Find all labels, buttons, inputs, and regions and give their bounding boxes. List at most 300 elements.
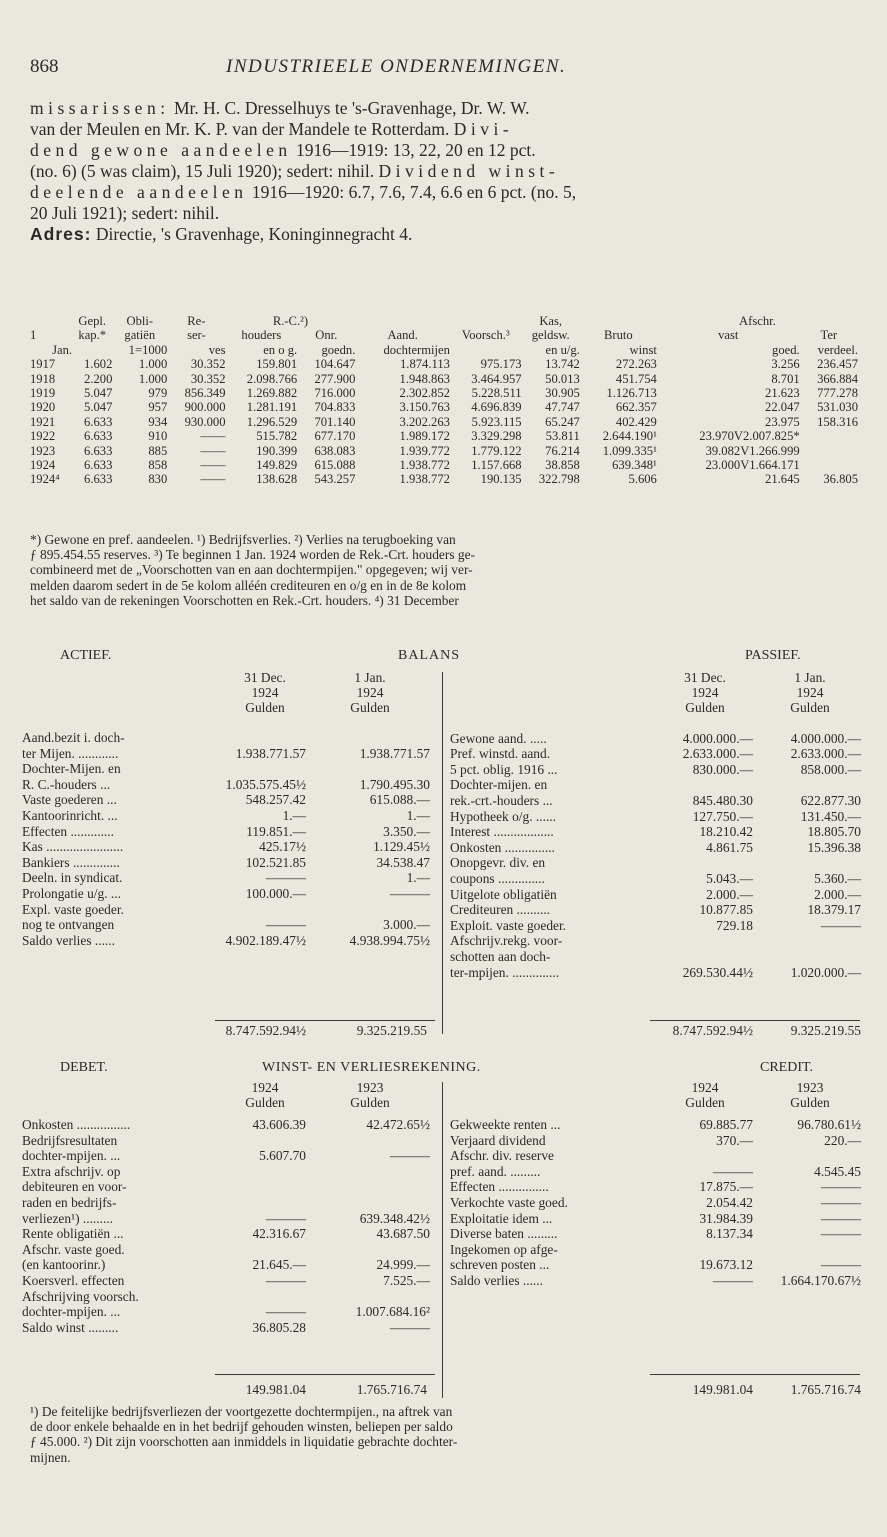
ledger-row [22, 1164, 434, 1180]
table-cell: 615.088 [314, 458, 356, 473]
ledger-label: Afschr. div. reserve [450, 1148, 554, 1164]
table-cell: 1.779.122 [471, 443, 522, 458]
ledger-row [450, 1242, 865, 1258]
total-rule [650, 1020, 860, 1021]
table-head-cell: ser- [187, 328, 206, 343]
ledger-value: 42.472.65½ [366, 1117, 430, 1132]
ledger-label: Ingekomen op afge- [450, 1241, 558, 1257]
table-cell: 30.352 [190, 371, 226, 386]
ledger-value: 1.035.575.45½ [225, 776, 306, 792]
ledger-value: ——— [820, 1194, 861, 1210]
table-head-cell: goed. [772, 342, 800, 357]
ledger-row [22, 761, 434, 777]
ledger-label: pref. aand. ......... [450, 1163, 541, 1179]
intro-line: 20 Juli 1921); sedert: nihil. [30, 203, 220, 223]
ledger-row [450, 887, 865, 903]
ledger-label: Deeln. in syndicat. [22, 870, 123, 886]
ledger-value: 7.525.— [383, 1272, 430, 1288]
ledger-value: 8.137.34 [706, 1226, 753, 1242]
intro-line: deelende aandeelen 1916—1920: 6.7, 7.6, 7.4, 6.6 en 6 pct. (no. 5, [30, 182, 577, 202]
table-head-cell: goedn. [321, 342, 356, 357]
table-cell: 22.047 [765, 400, 800, 415]
table-cell: 47.747 [545, 400, 580, 415]
ledger-value: ——— [265, 870, 306, 886]
ledger-value: 3.000.— [383, 917, 430, 933]
ledger-value: 220.— [824, 1132, 861, 1148]
table-cell: 6.633 [84, 414, 113, 429]
ledger-row [450, 918, 865, 934]
ledger-value: ——— [389, 1319, 430, 1335]
ledger-value: 615.088.— [369, 792, 430, 808]
ledger-label: Bankiers .............. [22, 854, 120, 870]
ledger-label: Extra afschrijv. op [22, 1163, 121, 1179]
table-cell: —— [200, 429, 226, 444]
table-cell: 1.126.713 [606, 386, 657, 401]
table-row [30, 415, 858, 429]
table-cell: 856.349 [184, 386, 226, 401]
ledger-value: 5.607.70 [259, 1148, 306, 1164]
table-cell: 1.948.863 [399, 371, 450, 386]
passief-list [450, 715, 865, 980]
table-cell: 8.701 [771, 371, 800, 386]
note-line: het saldo van de rekeningen Voorschotten en Rek.-Crt. houders. ⁴) 31 December [30, 592, 459, 608]
ledger-value: 24.999.— [376, 1257, 430, 1273]
ledger-row [22, 1273, 434, 1289]
col-head: 1 Jan. 1924 Gulden [350, 670, 390, 716]
credit-list [450, 1117, 865, 1289]
ledger-label: 5 pct. oblig. 1916 ... [450, 761, 558, 777]
ledger-value: 36.805.28 [252, 1319, 306, 1335]
ledger-value: 127.750.— [692, 808, 753, 824]
col-head: 1 Jan. 1924 Gulden [790, 670, 830, 716]
table-head-cell: houders [241, 328, 282, 343]
ledger-label: Pref. winstd. aand. [450, 746, 551, 762]
ledger-row [450, 1226, 865, 1242]
page-number: 868 [30, 56, 59, 77]
ledger-row [450, 1195, 865, 1211]
table-head-cell: Ter [820, 328, 838, 343]
table-cell: 1918 [30, 371, 56, 386]
ledger-value: 729.18 [716, 917, 753, 933]
actief-heading: ACTIEF. [60, 648, 112, 663]
col-head: 1923 Gulden [790, 1080, 830, 1111]
table-head-row [30, 343, 858, 357]
ledger-label: Aand.bezit i. doch- [22, 730, 125, 745]
note-line: melden daarom sedert in de 5e kolom alléén crediteuren en o/g en in de 8e kolom [30, 577, 467, 593]
ledger-row [450, 1257, 865, 1273]
ledger-label: Diverse baten ......... [450, 1226, 558, 1242]
ledger-label: ter-mpijen. .............. [450, 964, 560, 980]
ledger-value: 1.664.170.67½ [780, 1272, 861, 1288]
table-row [30, 357, 858, 371]
ledger-label: Afschrijv.rekg. voor- [450, 933, 563, 949]
ledger-row [22, 777, 434, 793]
ledger-label: Prolongatie u/g. ... [22, 885, 121, 901]
table-row [30, 458, 858, 472]
table-cell: 777.278 [817, 386, 858, 401]
table-cell: 1.938.772 [399, 458, 450, 473]
table-cell: 900.000 [184, 400, 226, 415]
table-notes [30, 532, 865, 608]
ledger-value: 100.000.— [245, 885, 306, 901]
footnote-line: ƒ 45.000. ²) Dit zijn voorschotten aan inmiddels in liquidatie gebrachte dochter- [30, 1434, 458, 1450]
table-cell: 979 [148, 386, 168, 401]
table-head-cell: Voorsch.³ [461, 328, 510, 343]
table-cell: 36.805 [823, 472, 858, 487]
ledger-value: 18.379.17 [807, 902, 861, 918]
ledger-row [22, 886, 434, 902]
table-cell [800, 429, 858, 443]
ledger-value: 858.000.— [800, 761, 861, 777]
ledger-row [450, 762, 865, 778]
table-cell: 3.256 [771, 357, 800, 372]
ledger-label: Afschr. vaste goed. [22, 1241, 125, 1257]
ledger-row [450, 949, 865, 965]
ledger-label: Dochter-mijen. en [450, 777, 548, 793]
table-cell: 934 [148, 414, 168, 429]
ledger-value: 1.— [406, 870, 430, 886]
ledger-row [450, 1133, 865, 1149]
ledger-row [450, 871, 865, 887]
ledger-value: 2.633.000.— [682, 746, 753, 762]
note-line: *) Gewone en pref. aandeelen. ¹) Bedrijfsverlies. ²) Verlies na terugboeking van [30, 532, 456, 547]
table-cell: 885 [148, 443, 168, 458]
table-head-cell: Bruto [603, 328, 633, 343]
ledger-label: Saldo verlies ...... [450, 1272, 543, 1288]
ledger-label: Saldo verlies ...... [22, 932, 115, 948]
ledger-label: Expl. vaste goeder. [22, 901, 124, 917]
ledger-value: 830.000.— [692, 761, 753, 777]
table-cell: 21.645 [765, 472, 800, 487]
table-cell: 957 [148, 400, 168, 415]
history-table [30, 314, 858, 487]
ledger-row [22, 746, 434, 762]
table-cell: 272.263 [615, 357, 657, 372]
table-cell: 366.884 [817, 371, 858, 386]
footnote-line: de door enkele behaalde en in het bedrijf gehouden winsten, beliepen per saldo [30, 1419, 453, 1435]
table-head-cell: winst [629, 342, 657, 357]
ledger-row [22, 1289, 434, 1305]
ledger-value: 2.000.— [706, 886, 753, 902]
table-cell: 104.647 [314, 357, 356, 372]
ledger-label: schotten aan doch- [450, 948, 551, 964]
ledger-row [22, 1226, 434, 1242]
ledger-row [22, 730, 434, 746]
table-cell: 6.633 [84, 443, 113, 458]
ledger-value: 43.687.50 [376, 1226, 430, 1242]
ledger-label: Gekweekte renten ... [450, 1117, 561, 1132]
table-cell: 2.302.852 [399, 386, 450, 401]
adres-text: Directie, 's Gravenhage, Koninginnegracht 4. [91, 224, 413, 244]
ledger-value: ——— [820, 1210, 861, 1226]
ledger-label: Verjaard dividend [450, 1132, 546, 1148]
table-cell: 2.200 [84, 371, 113, 386]
adres-label: Adres: [30, 224, 92, 244]
table-head-cell: 1=1000 [128, 342, 168, 357]
ledger-value: 18.210.42 [699, 824, 753, 840]
table-cell: 23.000V1.664.171 [705, 458, 800, 473]
table-cell: 21.623 [765, 386, 800, 401]
ledger-value: ——— [265, 1210, 306, 1226]
ledger-value: 31.984.39 [699, 1210, 753, 1226]
ledger-value: ——— [820, 1257, 861, 1273]
ledger-value: 1.— [282, 807, 306, 823]
passief-heading: PASSIEF. [745, 648, 801, 663]
table-cell: 451.754 [615, 371, 657, 386]
col-head: 1924 Gulden [685, 1080, 725, 1111]
ledger-label: dochter-mpijen. ... [22, 1148, 121, 1164]
ledger-value: 34.538.47 [376, 854, 430, 870]
ledger-row [450, 809, 865, 825]
table-cell: 1.000 [138, 357, 168, 372]
ledger-row [450, 855, 865, 871]
ledger-row [22, 839, 434, 855]
ledger-row [450, 933, 865, 949]
ledger-value: ——— [820, 1179, 861, 1195]
actief-list [22, 730, 434, 948]
table-cell: 149.829 [256, 458, 298, 473]
ledger-row [450, 1179, 865, 1195]
ledger-label: Saldo winst ......... [22, 1319, 119, 1335]
ledger-value: 5.043.— [706, 870, 753, 886]
table-cell: 1924 [30, 458, 56, 473]
table-cell: 277.900 [314, 371, 356, 386]
table-cell: —— [200, 443, 226, 458]
table-cell: 236.457 [817, 357, 858, 372]
ledger-value: ——— [712, 1163, 753, 1179]
ledger-value: 10.877.85 [699, 902, 753, 918]
ledger-row [450, 1211, 865, 1227]
ledger-row [22, 933, 434, 949]
table-cell: 5.606 [628, 472, 657, 487]
table-cell: 1921 [30, 414, 56, 429]
note-line: combineerd met de „Voorschotten van en aan dochtermpijen." opgegeven; wij ver- [30, 562, 473, 578]
table-cell: —— [200, 472, 226, 487]
table-cell: 53.811 [545, 429, 580, 444]
table-head-row: Gepl. Obli- Re- R.-C.²) Kas, Afschr. [78, 314, 776, 328]
intro-text [30, 98, 860, 245]
ledger-row [22, 1179, 434, 1195]
table-cell: 543.257 [314, 472, 356, 487]
running-title: INDUSTRIEELE ONDERNEMINGEN. [226, 56, 567, 77]
ledger-value: 4.000.000.— [682, 730, 753, 746]
table-cell: 3.150.763 [399, 400, 450, 415]
total-rule [650, 1374, 860, 1375]
ledger-value: 4.545.45 [814, 1163, 861, 1179]
ledger-label: ter Mijen. ............ [22, 745, 119, 761]
table-head-cell: en o g. [263, 342, 298, 357]
table-cell [800, 458, 858, 472]
table-cell: 1.989.172 [399, 429, 450, 444]
col-head: 31 Dec. 1924 Gulden [244, 670, 286, 716]
table-cell: 1920 [30, 400, 56, 415]
ledger-label: rek.-crt.-houders ... [450, 792, 553, 808]
ledger-value: 15.396.38 [807, 839, 861, 855]
column-divider [442, 1082, 443, 1398]
ledger-label: dochter-mpijen. ... [22, 1304, 121, 1320]
table-cell: 930.000 [184, 414, 226, 429]
ledger-label: Rente obligatiën ... [22, 1226, 124, 1242]
ledger-label: Interest .................. [450, 824, 554, 840]
ledger-row [22, 1133, 434, 1149]
ledger-value: ——— [389, 885, 430, 901]
table-head-cell: gatiën [124, 328, 156, 343]
ledger-value: 4.000.000.— [790, 730, 861, 746]
ledger-label: raden en bedrijfs- [22, 1194, 117, 1210]
table-cell: 5.228.511 [471, 386, 522, 401]
table-cell: 322.798 [538, 472, 580, 487]
ledger-label: Uitgelote obligatiën [450, 886, 557, 902]
ledger-row [450, 1164, 865, 1180]
ledger-value: 43.606.39 [252, 1117, 306, 1132]
table-cell: 1.099.335¹ [602, 443, 657, 458]
ledger-row [22, 902, 434, 918]
ledger-row [22, 1320, 434, 1336]
ledger-label: Kantoorinricht. ... [22, 807, 118, 823]
table-cell: 158.316 [817, 414, 858, 429]
ledger-label: Effecten ............. [22, 823, 114, 839]
footnotes [30, 1404, 865, 1465]
ledger-value: 119.851.— [246, 823, 306, 839]
ledger-label: Kas ....................... [22, 839, 124, 855]
ledger-value: 2.054.42 [706, 1194, 753, 1210]
table-head-cell: 1 [30, 328, 37, 343]
table-cell: 1.602 [84, 357, 113, 372]
table-cell: 1923 [30, 443, 56, 458]
table-row [30, 372, 858, 386]
table-cell: 515.782 [256, 429, 298, 444]
table-cell: 1.269.882 [246, 386, 298, 401]
ledger-value: 1.938.771.57 [359, 745, 430, 761]
ledger-label: schreven posten ... [450, 1257, 550, 1273]
table-cell: 5.923.115 [471, 414, 522, 429]
table-cell: 1.157.668 [471, 458, 522, 473]
ledger-row [450, 824, 865, 840]
ledger-value: 1.790.495.30 [359, 776, 430, 792]
ledger-row [22, 808, 434, 824]
ledger-value: 21.645.— [252, 1257, 306, 1273]
table-cell: 3.329.298 [471, 429, 522, 444]
ledger-row [450, 1117, 865, 1133]
ledger-row [450, 1148, 865, 1164]
total-rule [215, 1374, 435, 1375]
ledger-row [450, 840, 865, 856]
ledger-value: 4.938.994.75½ [349, 932, 430, 948]
ledger-value: 4.861.75 [706, 839, 753, 855]
table-cell: 701.140 [314, 414, 356, 429]
table-row [30, 472, 858, 486]
table-head-cell: en u/g. [545, 342, 580, 357]
ledger-value: 2.000.— [814, 886, 861, 902]
table-cell: 76.214 [545, 443, 580, 458]
ledger-value: ——— [265, 917, 306, 933]
balans-heading: BALANS [398, 648, 461, 663]
table-cell: 13.742 [545, 357, 580, 372]
table-cell: 402.429 [615, 414, 657, 429]
intro-line: dend gewone aandeelen 1916—1919: 13, 22, 20 en 12 pct. [30, 140, 536, 160]
balans-totals: 8.747.592.94½ 9.325.219.55 8.747.592.94½ 9.325.219.55 [225, 1023, 861, 1038]
ledger-value: 622.877.30 [800, 792, 861, 808]
ledger-row [22, 1257, 434, 1273]
ledger-value: 1.007.684.16² [355, 1304, 430, 1320]
wv-heading: WINST- EN VERLIESREKENING. [262, 1060, 481, 1075]
ledger-label: Verkochte vaste goed. [450, 1194, 568, 1210]
table-cell: 975.173 [480, 357, 522, 372]
table-cell: 4.696.839 [471, 400, 522, 415]
column-divider [442, 672, 443, 1034]
ledger-row [22, 792, 434, 808]
ledger-value: 370.— [716, 1132, 753, 1148]
ledger-label: Exploit. vaste goeder. [450, 917, 567, 933]
table-cell: 5.047 [84, 386, 113, 401]
table-cell: 830 [148, 472, 168, 487]
table-cell: 677.170 [314, 429, 356, 444]
ledger-label: Bedrijfsresultaten [22, 1132, 118, 1148]
ledger-label: Exploitatie idem ... [450, 1210, 553, 1226]
ledger-label: Vaste goederen ... [22, 792, 117, 808]
intro-line: missarissen: Mr. H. C. Dresselhuys te 's-Gravenhage, Dr. W. W. [30, 98, 530, 118]
ledger-row [450, 1273, 865, 1289]
ledger-value: 2.633.000.— [790, 746, 861, 762]
ledger-value: 19.673.12 [699, 1257, 753, 1273]
table-cell: 662.357 [615, 400, 657, 415]
footnote-line: ¹) De feitelijke bedrijfsverliezen der voortgezette dochtermpijen., na aftrek van [30, 1404, 453, 1419]
table-cell: 1.938.772 [399, 472, 450, 487]
ledger-value: 17.875.— [699, 1179, 753, 1195]
table-cell: 3.464.957 [471, 371, 522, 386]
col-head: 1924 Gulden [245, 1080, 285, 1111]
table-head-cell: Aand. [387, 328, 418, 343]
ledger-value: 269.530.44½ [682, 964, 753, 980]
debet-list [22, 1117, 434, 1335]
ledger-label: Effecten ............... [450, 1179, 549, 1195]
ledger-label: Crediteuren .......... [450, 902, 551, 918]
ledger-value: ——— [389, 1148, 430, 1164]
ledger-row [22, 1304, 434, 1320]
table-cell: 639.348¹ [612, 458, 657, 473]
ledger-value: 96.780.61½ [797, 1117, 861, 1132]
table-cell: 30.352 [190, 357, 226, 372]
ledger-label: Afschrijving voorsch. [22, 1288, 139, 1304]
footnote-line: mijnen. [30, 1449, 71, 1465]
ledger-label: Dochter-Mijen. en [22, 761, 121, 777]
ledger-row [22, 855, 434, 871]
ledger-value: 1.020.000.— [790, 964, 861, 980]
table-head-cell: dochtermijen [383, 342, 450, 357]
table-cell: 1.874.113 [400, 357, 450, 372]
ledger-value: 425.17½ [259, 839, 306, 855]
table-cell: —— [200, 458, 226, 473]
table-head-cell: kap.* [78, 328, 107, 343]
wv-totals: 149.981.04 1.765.716.74 149.981.04 1.765.716.74 [245, 1382, 861, 1397]
col-head: 1923 Gulden [350, 1080, 390, 1111]
ledger-value: ——— [265, 1272, 306, 1288]
ledger-label: Koersverl. effecten [22, 1272, 125, 1288]
ledger-value: ——— [712, 1272, 753, 1288]
ledger-row [22, 917, 434, 933]
ledger-value: 3.350.— [383, 823, 430, 839]
ledger-label: verliezen¹) ......... [22, 1210, 114, 1226]
table-cell: 138.628 [256, 472, 298, 487]
table-cell: 190.399 [256, 443, 298, 458]
ledger-row [22, 870, 434, 886]
table-cell: 65.247 [545, 414, 580, 429]
ledger-row [450, 715, 865, 731]
table-cell: 38.858 [545, 458, 580, 473]
col-head: 31 Dec. 1924 Gulden [684, 670, 726, 716]
note-line: ƒ 895.454.55 reserves. ³) Te beginnen 1 Jan. 1924 worden de Rek.-Crt. houders ge- [30, 547, 475, 563]
table-cell: 1.000 [138, 371, 168, 386]
